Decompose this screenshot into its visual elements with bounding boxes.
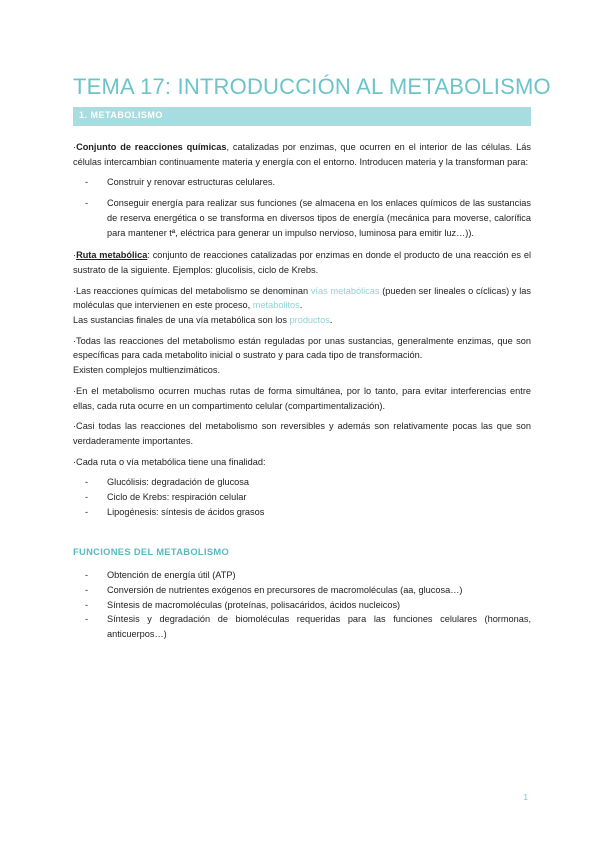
list-item: - Glucólisis: degradación de glucosa bbox=[85, 477, 249, 488]
list-item: - Ciclo de Krebs: respiración celular bbox=[85, 492, 247, 503]
highlight-productos: productos bbox=[289, 315, 330, 326]
section-heading-metabolismo: 1. METABOLISMO bbox=[79, 110, 163, 120]
list-item: - Síntesis y degradación de biomoléculas requeridas para las funciones celulares (hormonas, anticuerpos…) bbox=[85, 614, 531, 639]
section-heading-bar bbox=[73, 107, 531, 126]
list-item: - Obtención de energía útil (ATP) bbox=[85, 570, 236, 581]
highlight-vias: vías metabólicas bbox=[310, 285, 380, 296]
list-item: - Conseguir energía para realizar sus funciones (se almacena en los enlaces químicos de las sustancias de reserva energética o se transforma en diversos tipos de energía (mecánica para moverse, calorífica para mantener tª, eléctrica para generar un impulso nervioso, luminosa para emitir luz…)). bbox=[85, 198, 531, 238]
bold-term-ruta: Ruta metabólica bbox=[76, 250, 148, 261]
list-functions-purpose bbox=[73, 175, 531, 240]
paragraph-definition: ·Conjunto de reacciones químicas, catalizadas por enzimas, que ocurren en el interior de las células. Lás células intercambian continuamente materia y energía con el entorno. Introducen materia y la transforman para: bbox=[73, 142, 531, 167]
section-heading-funciones: FUNCIONES DEL METABOLISMO bbox=[73, 546, 230, 558]
paragraph-finalidad: ·Cada ruta o vía metabólica tiene una finalidad: bbox=[73, 456, 266, 467]
paragraph-reversibles: ·Casi todas las reacciones del metabolismo son reversibles y además son relativamente pocas las que son verdaderamente importantes. bbox=[73, 421, 531, 446]
list-funciones-metabolismo bbox=[73, 568, 531, 642]
paragraph-vias-metabolicas: ·Las reacciones químicas del metabolismo se denominan vías metabólicas (pueden ser lineales o cíclicas) y las moléculas que intervienen en este proceso, metabolitos. Las sustancias finales de una vía metabólica son los productos. bbox=[73, 285, 531, 326]
list-item: - Síntesis de macromoléculas (proteínas, polisacáridos, ácidos nucleicos) bbox=[85, 599, 401, 610]
bold-term-reacciones: Conjunto de reacciones químicas bbox=[76, 142, 227, 152]
paragraph-compartimentalizacion: ·En el metabolismo ocurren muchas rutas de forma simultánea, por lo tanto, para evitar interferencias entre ellas, cada ruta ocurre en un compartimento celular (compartimentalización). bbox=[73, 385, 531, 411]
paragraph-regulacion: ·Todas las reacciones del metabolismo están reguladas por unas sustancias, generalmente enzimas, que son específicas para cada metabolito inicial o sustrato y para cada tipo de transformación. Existen complejos multienzimáticos. bbox=[73, 335, 531, 376]
page-number: 1 bbox=[523, 793, 528, 802]
document-title: TEMA 17: INTRODUCCIÓN AL METABOLISMO bbox=[73, 74, 551, 99]
document-body bbox=[73, 140, 531, 650]
list-item: - Conversión de nutrientes exógenos en precursores de macromoléculas (aa, glucosa…) bbox=[85, 584, 463, 595]
list-rutas bbox=[73, 475, 531, 519]
list-item: - Construir y renovar estructuras celulares. bbox=[85, 177, 275, 188]
list-item: - Lipogénesis: síntesis de ácidos grasos bbox=[85, 506, 265, 517]
highlight-metabolitos: metabolitos bbox=[252, 300, 300, 311]
paragraph-ruta-metabolica: ·Ruta metabólica: conjunto de reacciones catalizadas por enzimas en donde el producto de una reacción es el sustrato de la siguiente. Ejemplos: glucolisis, ciclo de Krebs. bbox=[73, 250, 531, 275]
